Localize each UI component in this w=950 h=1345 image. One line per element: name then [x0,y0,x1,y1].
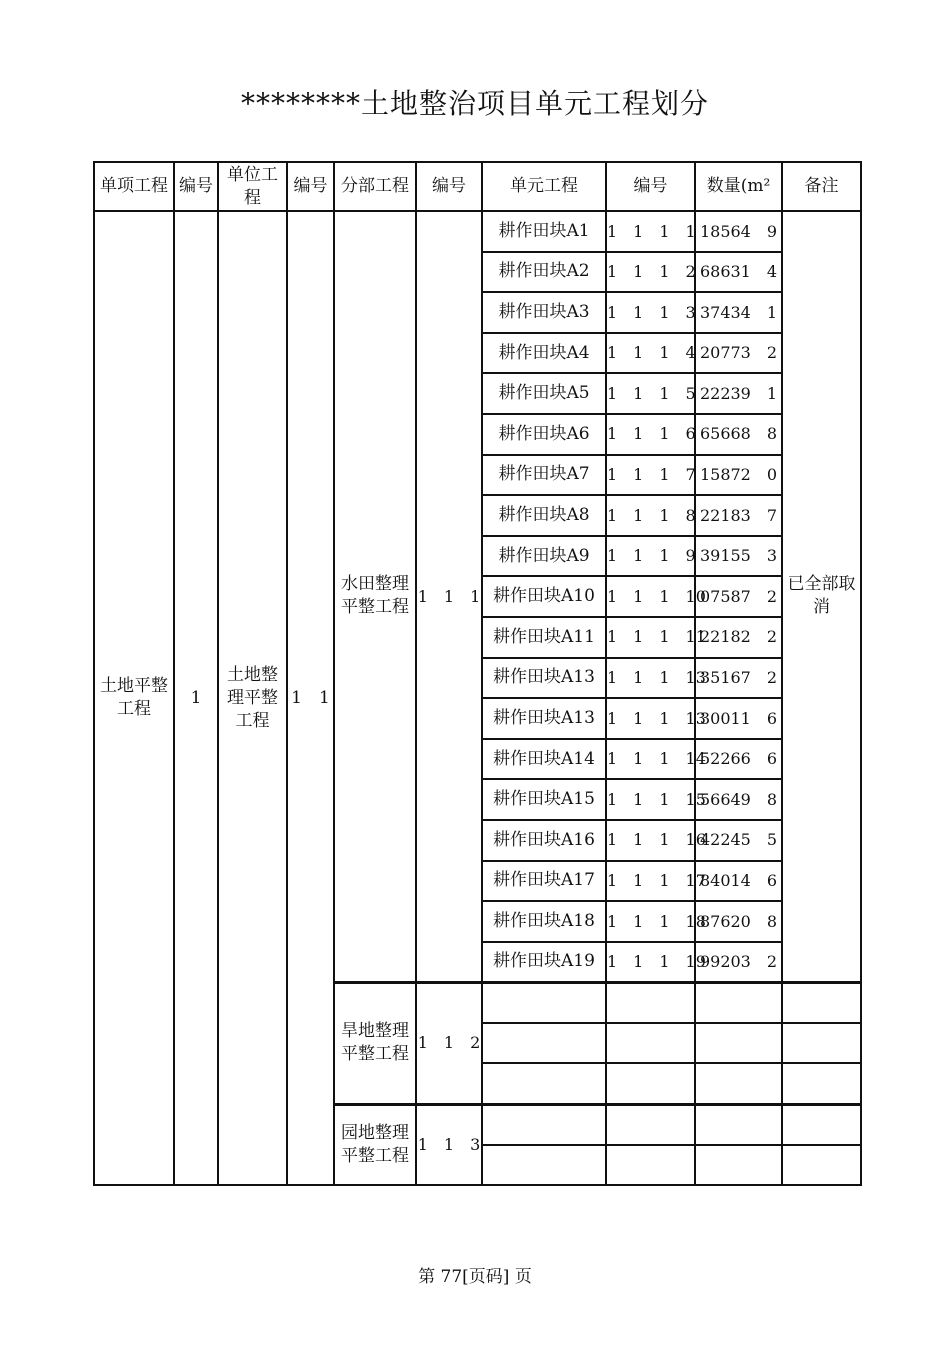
empty-cell [606,1145,695,1186]
empty-cell [482,1104,606,1145]
element-name: 耕作田块A11 [482,617,606,658]
empty-cell [482,1023,606,1064]
header-quantity: 数量(m² [695,162,782,211]
page-footer: 第 77[页码] 页 [418,1267,532,1287]
element-code: 1 1 1 9 [606,536,695,577]
element-code: 1 1 1 16 [606,820,695,861]
element-code: 1 1 1 7 [606,455,695,496]
empty-cell [606,982,695,1023]
division-name: 旱地整理平整工程 [334,982,416,1104]
element-quantity: 35167 2 [695,658,782,699]
element-name: 耕作田块A16 [482,820,606,861]
element-code: 1 1 1 14 [606,739,695,780]
header-row [94,162,861,211]
element-name: 耕作田块A19 [482,942,606,983]
page-title: ********土地整治项目单元工程划分 [240,87,709,120]
division-code: 1 1 3 [416,1104,482,1185]
single-project-name: 土地平整工程 [94,211,174,1185]
element-quantity: 42245 5 [695,820,782,861]
division-code: 1 1 2 [416,982,482,1104]
element-code: 1 1 1 17 [606,861,695,902]
element-quantity: 07587 2 [695,576,782,617]
element-name: 耕作田块A1 [482,211,606,252]
empty-cell [695,982,782,1023]
header-code-3: 编号 [416,162,482,211]
element-quantity: 22183 7 [695,495,782,536]
division-name: 园地整理平整工程 [334,1104,416,1185]
element-code: 1 1 1 1 [606,211,695,252]
division-table [93,161,862,1186]
element-code: 1 1 1 13 [606,698,695,739]
element-name: 耕作田块A14 [482,739,606,780]
empty-cell [606,1063,695,1104]
empty-cell [782,1063,861,1104]
header-code-4: 编号 [606,162,695,211]
element-quantity: 30011 6 [695,698,782,739]
element-quantity: 39155 3 [695,536,782,577]
empty-cell [782,982,861,1023]
empty-cell [695,1023,782,1064]
element-name: 耕作田块A8 [482,495,606,536]
empty-cell [482,1145,606,1186]
element-quantity: 99203 2 [695,942,782,983]
element-quantity: 22182 2 [695,617,782,658]
single-project-code: 1 [174,211,218,1185]
empty-cell [782,1023,861,1064]
header-element-project: 单元工程 [482,162,606,211]
empty-cell [782,1104,861,1145]
header-remark: 备注 [782,162,861,211]
element-code: 1 1 1 5 [606,373,695,414]
empty-cell [606,1023,695,1064]
element-quantity: 18564 9 [695,211,782,252]
division-code: 1 1 1 [416,211,482,982]
header-code-1: 编号 [174,162,218,211]
element-name: 耕作田块A2 [482,252,606,293]
table-row [94,211,861,252]
element-code: 1 1 1 4 [606,333,695,374]
empty-cell [606,1104,695,1145]
element-quantity: 65668 8 [695,414,782,455]
element-name: 耕作田块A9 [482,536,606,577]
element-quantity: 87620 8 [695,901,782,942]
element-code: 1 1 1 8 [606,495,695,536]
element-quantity: 52266 6 [695,739,782,780]
header-single-project: 单项工程 [94,162,174,211]
header-division-project: 分部工程 [334,162,416,211]
empty-cell [482,982,606,1023]
element-name: 耕作田块A13 [482,658,606,699]
element-name: 耕作田块A6 [482,414,606,455]
element-quantity: 68631 4 [695,252,782,293]
element-name: 耕作田块A13 [482,698,606,739]
element-code: 1 1 1 19 [606,942,695,983]
element-code: 1 1 1 3 [606,292,695,333]
element-name: 耕作田块A10 [482,576,606,617]
empty-cell [695,1145,782,1186]
empty-cell [482,1063,606,1104]
remark-cell: 已全部取消 [782,211,861,982]
element-code: 1 1 1 15 [606,779,695,820]
empty-cell [695,1063,782,1104]
element-name: 耕作田块A5 [482,373,606,414]
element-quantity: 56649 8 [695,779,782,820]
element-name: 耕作田块A7 [482,455,606,496]
element-name: 耕作田块A15 [482,779,606,820]
element-name: 耕作田块A3 [482,292,606,333]
element-code: 1 1 1 11 [606,617,695,658]
unit-project-code: 1 1 [287,211,334,1185]
element-code: 1 1 1 2 [606,252,695,293]
empty-cell [695,1104,782,1145]
element-name: 耕作田块A18 [482,901,606,942]
header-code-2: 编号 [287,162,334,211]
element-quantity: 20773 2 [695,333,782,374]
element-code: 1 1 1 6 [606,414,695,455]
element-quantity: 84014 6 [695,861,782,902]
element-code: 1 1 1 10 [606,576,695,617]
empty-cell [782,1145,861,1186]
unit-project-name: 土地整理平整工程 [218,211,287,1185]
element-quantity: 15872 0 [695,455,782,496]
element-quantity: 37434 1 [695,292,782,333]
division-name: 水田整理平整工程 [334,211,416,982]
element-quantity: 22239 1 [695,373,782,414]
element-code: 1 1 1 13 [606,658,695,699]
element-name: 耕作田块A17 [482,861,606,902]
header-unit-project: 单位工程 [218,162,287,211]
element-name: 耕作田块A4 [482,333,606,374]
element-code: 1 1 1 18 [606,901,695,942]
